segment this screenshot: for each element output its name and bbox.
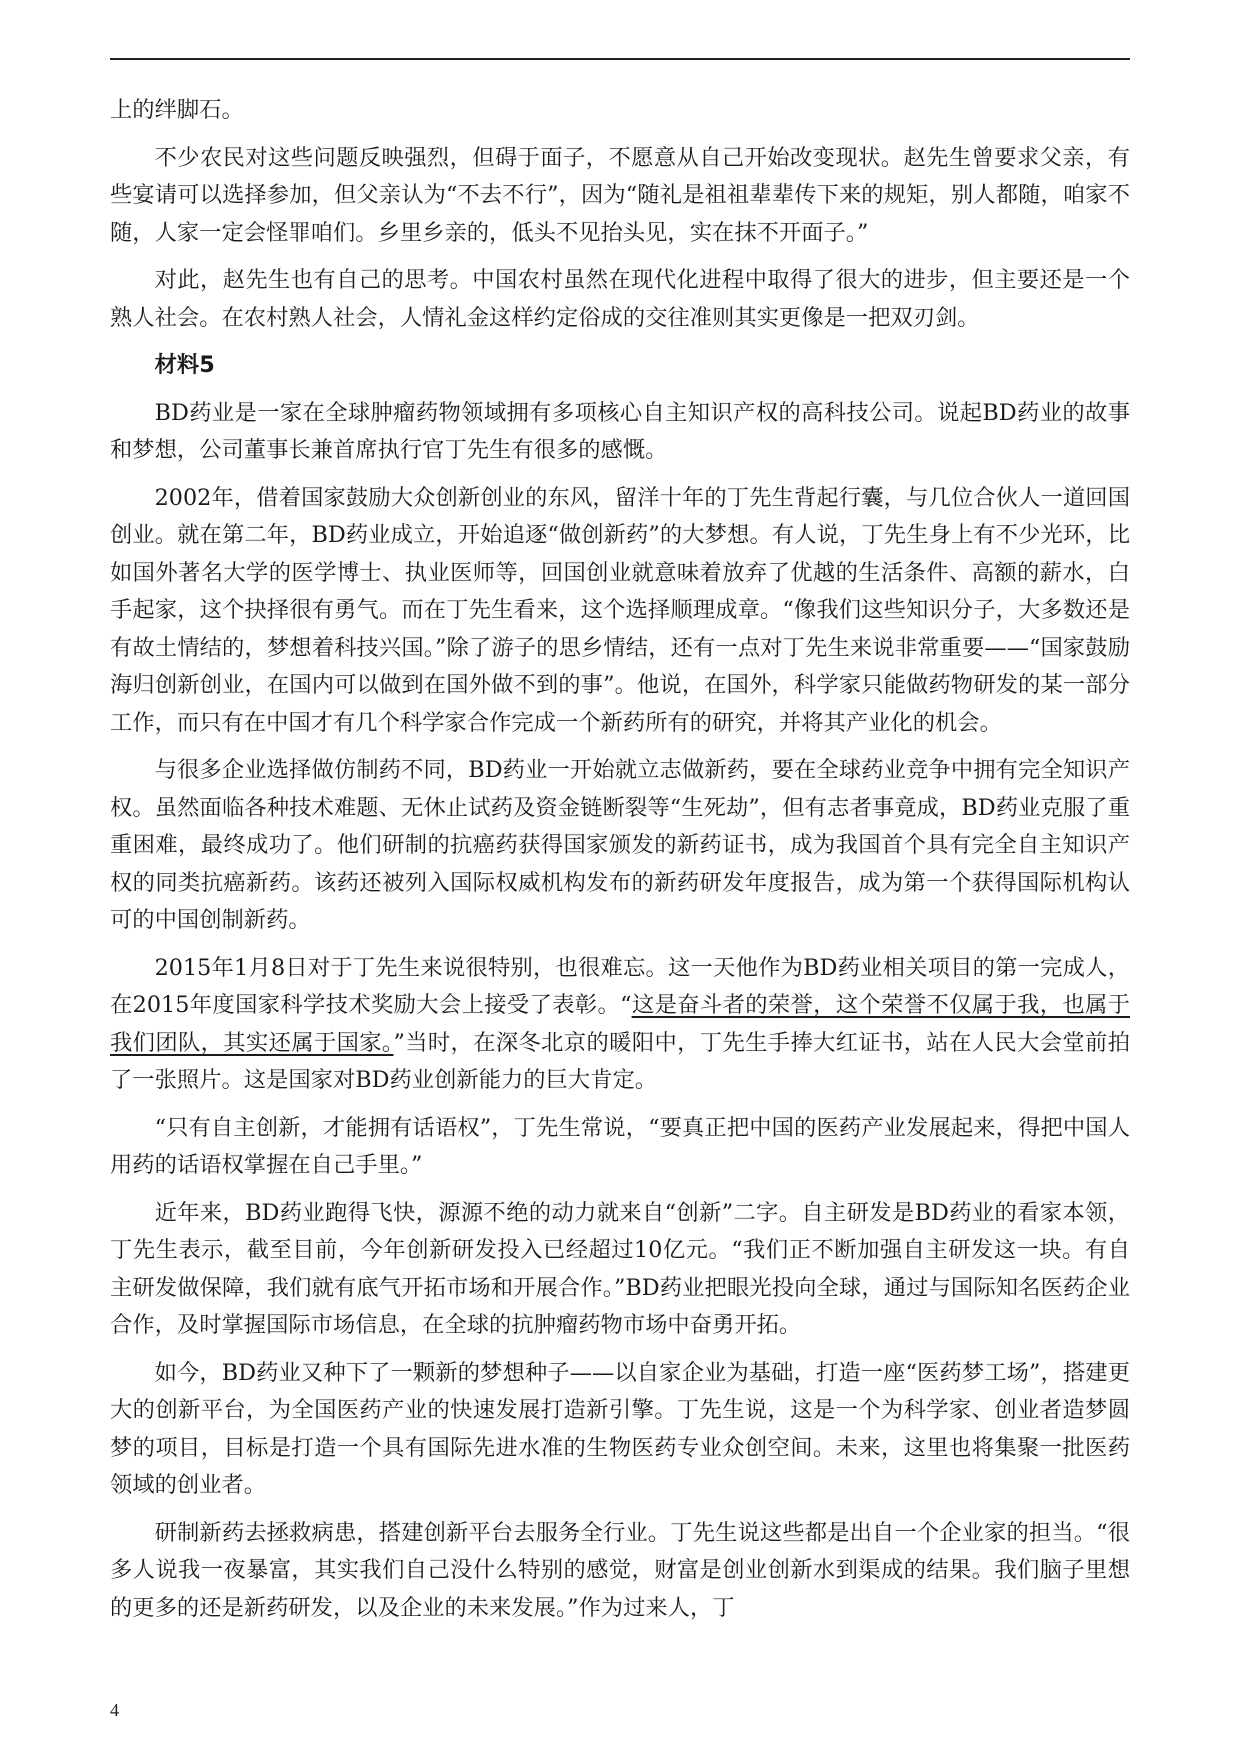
paragraph-zhao-reflection: 对此，赵先生也有自己的思考。中国农村虽然在现代化进程中取得了很大的进步，但主要还是一个熟人社会。在农村熟人社会，人情礼金这样约定俗成的交往准则其实更像是一把双刃剑。 [110, 267, 1130, 331]
award-text-after: ”当时，在深冬北京的暖阳中，丁先生手捧大红证书，站在人民大会堂前拍了一张照片。这是国家对BD药业创新能力的巨大肯定。 [110, 1029, 1130, 1093]
paragraph-return-to-china: 2002年，借着国家鼓励大众创新创业的东风，留洋十年的丁先生背起行囊，与几位合伙人一道回国创业。就在第二年，BD药业成立，开始追逐“做创新药”的大梦想。有人说，丁先生身上有不少光环，比如国外著名大学的医学博士、执业医师等，回国创业就意味着放弃了优越的生活条件、高额的薪水，白手起家，这个抉择很有勇气。而在丁先生看来，这个选择顺理成章。“像我们这些知识分子，大多数还是有故土情结的，梦想着科技兴国。”除了游子的思乡情结，还有一点对丁先生来说非常重要——“国家鼓励海归创新创业，在国内可以做到在国外做不到的事”。他说，在国外，科学家只能做药物研发的某一部分工作，而只有在中国才有几个科学家合作完成一个新药所有的研究，并将其产业化的机会。 [110, 484, 1130, 736]
paragraph-dream-factory: 如今，BD药业又种下了一颗新的梦想种子——以自家企业为基础，打造一座“医药梦工场”，搭建更大的创新平台，为全国医药产业的快速发展打造新引擎。丁先生说，这是一个为科学家、创业者造梦圆梦的项目，目标是打造一个具有国际先进水准的生物医药专业众创空间。未来，这里也将集聚一批医药领域的创业者。 [110, 1359, 1130, 1498]
paragraph-farmers-reaction: 不少农民对这些问题反映强烈，但碍于面子，不愿意从自己开始改变现状。赵先生曾要求父亲，有些宴请可以选择参加，但父亲认为“不去不行”，因为“随礼是祖祖辈辈传下来的规矩，别人都随，咱家不随，人家一定会怪罪咱们。乡里乡亲的，低头不见抬头见，实在抹不开面子。” [110, 144, 1130, 246]
paragraph-continuation: 上的绊脚石。 [110, 97, 244, 123]
document-body [110, 92, 1130, 1637]
header-rule [110, 58, 1130, 60]
paragraph-entrepreneur-responsibility: 研制新药去拯救病患，搭建创新平台去服务全行业。丁先生说这些都是出自一个企业家的担当。“很多人说我一夜暴富，其实我们自己没什么特别的感觉，财富是创业创新水到渠成的结果。我们脑子里想的更多的还是新药研发，以及企业的未来发展。”作为过来人，丁 [110, 1519, 1130, 1621]
page-number: 4 [110, 1700, 119, 1720]
section-heading-material-5: 材料5 [154, 352, 215, 378]
paragraph-award-ceremony [110, 950, 1130, 1100]
paragraph-bd-intro: BD药业是一家在全球肿瘤药物领域拥有多项核心自主知识产权的高科技公司。说起BD药业的故事和梦想，公司董事长兼首席执行官丁先生有很多的感慨。 [110, 399, 1130, 463]
award-text-before: 2015年1月8日对于丁先生来说很特别，也很难忘。这一天他作为BD药业相关项目的第一完成人，在2015年度国家科学技术奖励大会上接受了表彰。“ [110, 954, 1130, 1018]
paragraph-innovation-drive: 近年来，BD药业跑得飞快，源源不绝的动力就来自“创新”二字。自主研发是BD药业的看家本领，丁先生表示，截至目前，今年创新研发投入已经超过10亿元。“我们正不断加强自主研发这一块。有自主研发做保障，我们就有底气开拓市场和开展合作。”BD药业把眼光投向全球，通过与国际知名医药企业合作，及时掌握国际市场信息，在全球的抗肿瘤药物市场中奋勇开拓。 [110, 1199, 1130, 1338]
paragraph-new-drug-development: 与很多企业选择做仿制药不同，BD药业一开始就立志做新药，要在全球药业竞争中拥有完全知识产权。虽然面临各种技术难题、无休止试药及资金链断裂等“生死劫”，但有志者事竟成，BD药业克服了重重困难，最终成功了。他们研制的抗癌药获得国家颁发的新药证书，成为我国首个具有完全自主知识产权的同类抗癌新药。该药还被列入国际权威机构发布的新药研发年度报告，成为第一个获得国际机构认可的中国创制新药。 [110, 757, 1130, 933]
underlined-quote: 这是奋斗者的荣誉，这个荣誉不仅属于我，也属于我们团队，其实还属于国家。 [110, 992, 1130, 1056]
paragraph-discourse-power: “只有自主创新，才能拥有话语权”，丁先生常说，“要真正把中国的医药产业发展起来，得把中国人用药的话语权掌握在自己手里。” [110, 1114, 1130, 1178]
